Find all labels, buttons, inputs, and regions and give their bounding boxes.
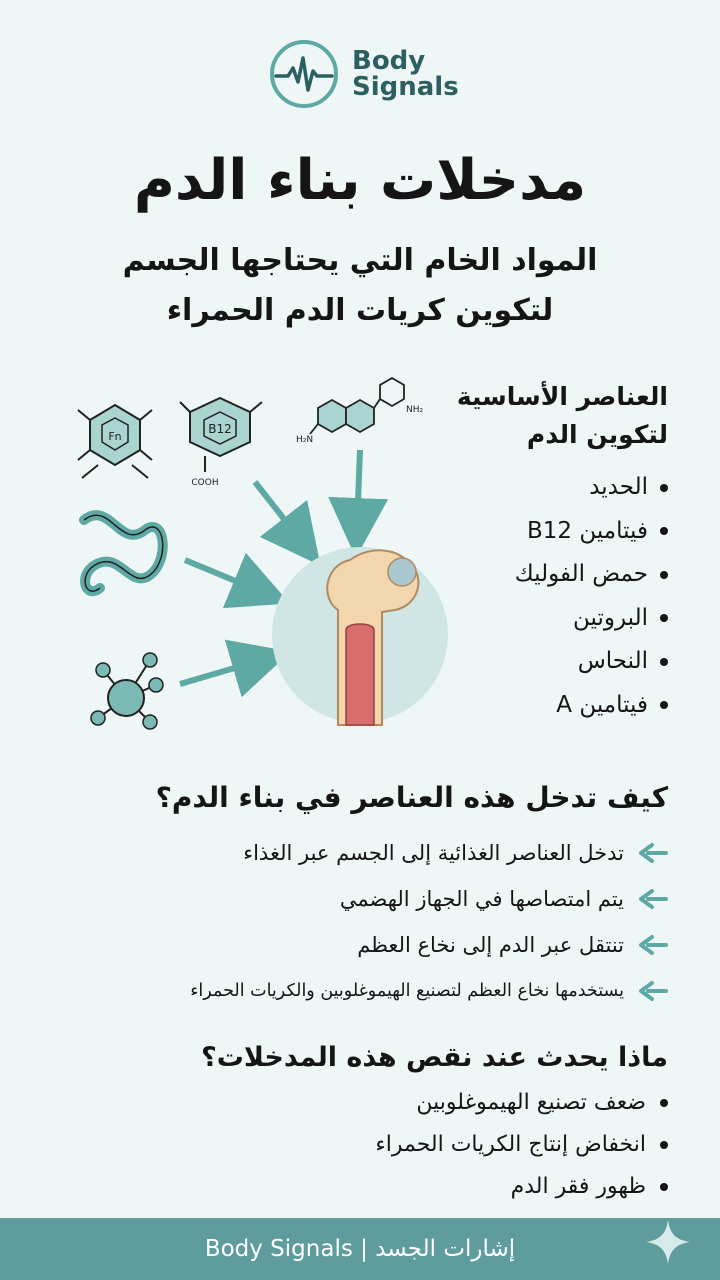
element-label: البروتين [573, 604, 648, 631]
arrow-left-icon [638, 888, 668, 910]
bullet-icon [660, 658, 668, 666]
sparkle-icon [644, 1218, 692, 1266]
how-step-text: تنتقل عبر الدم إلى نخاع العظم [357, 933, 624, 957]
footer-text: Body Signals | إشارات الجسد [204, 1236, 516, 1262]
list-item [418, 684, 668, 728]
how-list [28, 830, 668, 1014]
bullet-icon [660, 614, 668, 622]
bullet-icon [660, 1141, 668, 1149]
list-item [418, 640, 668, 684]
list-item [28, 968, 668, 1014]
element-label: النحاس [577, 648, 648, 674]
page-subtitle [0, 236, 720, 336]
list-item [418, 510, 668, 554]
page-title: مدخلات بناء الدم [133, 148, 587, 213]
subtitle-line1: المواد الخام التي يحتاجها الجسم [122, 243, 598, 278]
elements-list [418, 466, 668, 727]
deficiency-list [28, 1082, 668, 1208]
bullet-icon [660, 701, 668, 709]
list-item [418, 597, 668, 641]
folate-nh2-label: NH₂ [406, 405, 424, 415]
list-item [418, 553, 668, 597]
list-item [28, 876, 668, 922]
arrow-folate [357, 450, 360, 528]
arrow-left-icon [638, 842, 668, 864]
how-step-text: يستخدمها نخاع العظم لتصنيع الهيموغلوبين والكريات الحمراء [190, 981, 624, 1001]
footer-bar [0, 1218, 720, 1280]
how-section [28, 776, 668, 1014]
list-item [418, 466, 668, 510]
elements-heading-line1: العناصر الأساسية [456, 382, 668, 411]
blood-inputs-illustration [0, 360, 470, 760]
list-item [28, 830, 668, 876]
brand-name [352, 48, 459, 100]
vitamin-b12-molecule-icon [180, 398, 262, 488]
bullet-icon [660, 1099, 668, 1107]
folate-h2n-label: H₂N [296, 435, 314, 445]
elements-section [418, 378, 668, 727]
element-label: فيتامين A [556, 691, 648, 718]
deficiency-text: انخفاض إنتاج الكريات الحمراء [375, 1132, 646, 1157]
fe-label: Fn [108, 430, 122, 443]
deficiency-text: ضعف تصنيع الهيموغلوبين [416, 1090, 646, 1115]
list-item [28, 1082, 668, 1124]
heme-iron-molecule-icon [78, 405, 152, 478]
list-item [28, 1166, 668, 1208]
subtitle-line2: لتكوين كريات الدم الحمراء [166, 293, 554, 328]
how-step-text: يتم امتصاصها في الجهاز الهضمي [339, 887, 624, 911]
folic-acid-molecule-icon [296, 378, 424, 445]
element-label: حمض الفوليك [514, 561, 648, 587]
b12-label: B12 [208, 422, 232, 436]
arrow-left-icon [638, 980, 668, 1002]
brand-line1: Body [352, 46, 426, 76]
bullet-icon [660, 1183, 668, 1191]
deficiency-section [28, 1036, 668, 1208]
element-label: الحديد [589, 474, 648, 500]
brand-line2: Signals [352, 72, 459, 102]
bullet-icon [660, 527, 668, 535]
elements-heading-line2: لتكوين الدم [526, 420, 668, 449]
deficiency-text: ظهور فقر الدم [510, 1174, 646, 1199]
brand-logo [268, 38, 459, 110]
arrow-copper [180, 660, 262, 684]
bullet-icon [660, 484, 668, 492]
arrow-protein [185, 560, 262, 592]
list-item [28, 922, 668, 968]
list-item [28, 1124, 668, 1166]
copper-molecule-icon [91, 653, 163, 729]
heartbeat-circle-icon [268, 38, 340, 110]
b12-cooh-label: COOH [191, 478, 219, 488]
elements-heading [418, 378, 668, 454]
how-heading: كيف تدخل هذه العناصر في بناء الدم؟ [155, 781, 668, 814]
element-label: فيتامين B12 [526, 517, 648, 544]
arrow-left-icon [638, 934, 668, 956]
protein-helix-icon [84, 515, 163, 591]
deficiency-heading: ماذا يحدث عند نقص هذه المدخلات؟ [201, 1042, 668, 1073]
how-step-text: تدخل العناصر الغذائية إلى الجسم عبر الغذاء [243, 841, 624, 865]
bullet-icon [660, 571, 668, 579]
arrow-b12 [255, 482, 302, 542]
